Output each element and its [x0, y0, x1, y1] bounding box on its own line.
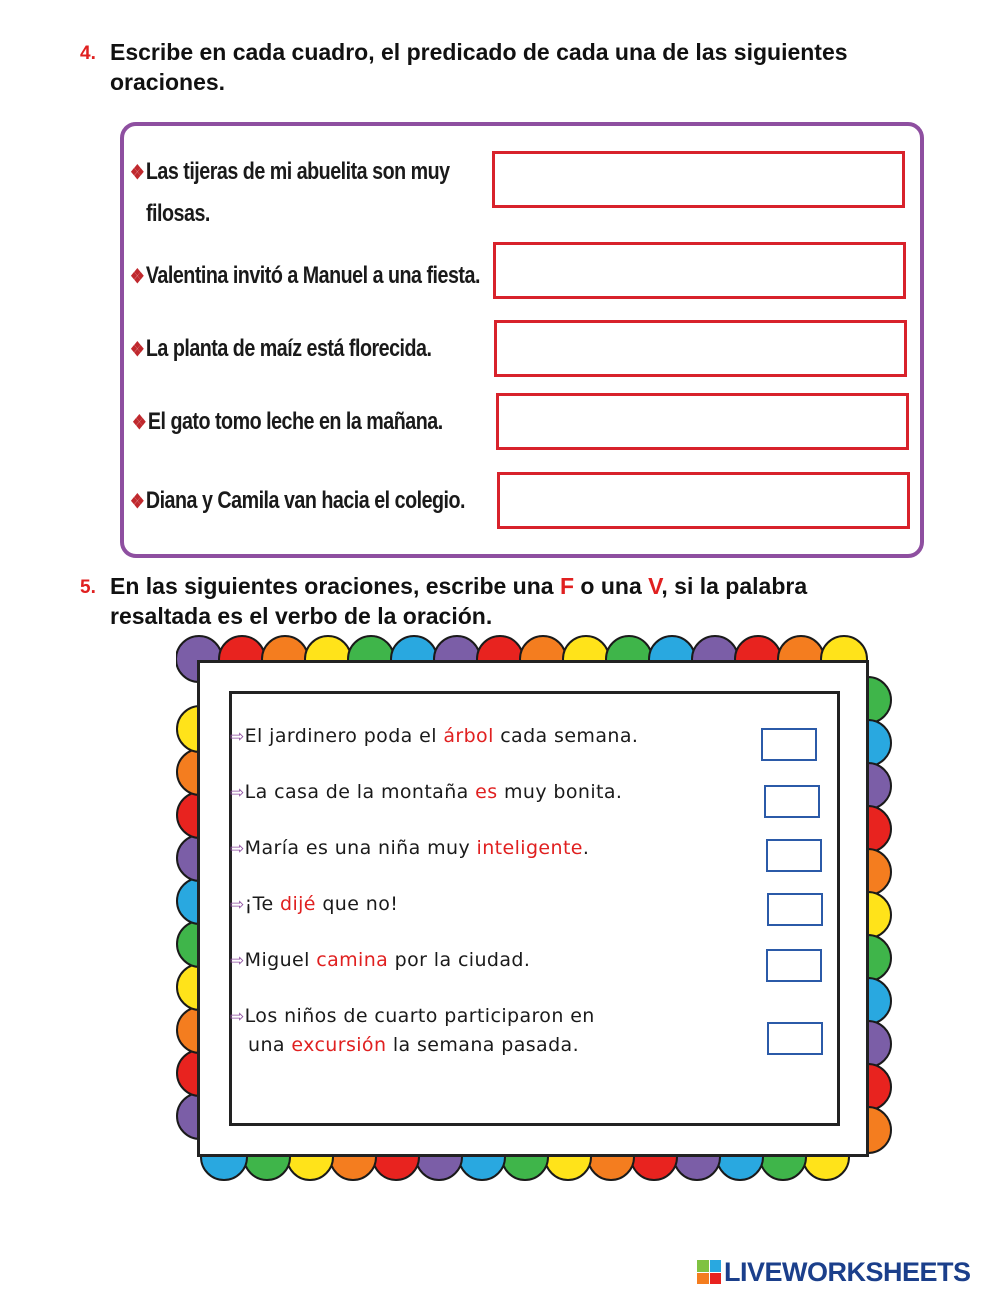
diamond-bullet-icon: ❖	[130, 339, 145, 361]
sentence-5: ❖Diana y Camila van hacia el colegio.	[130, 487, 466, 514]
arrow-bullet-icon: ⇨	[230, 783, 245, 803]
sentence-4: ❖El gato tomo leche en la mañana.	[132, 408, 443, 435]
question-number: 4.	[80, 43, 96, 64]
verb-sentence-2: ⇨La casa de la montaña es muy bonita.	[230, 781, 623, 803]
sentence-3: ❖La planta de maíz está florecida.	[130, 335, 432, 362]
verb-sentence-6: ⇨Los niños de cuarto participaron en una excursión la semana pasada.	[230, 1005, 595, 1056]
fv-input-5[interactable]	[766, 949, 822, 982]
diamond-bullet-icon: ❖	[130, 491, 145, 513]
fv-input-2[interactable]	[764, 785, 820, 818]
fv-input-1[interactable]	[761, 728, 817, 761]
question-instruction: Escribe en cada cuadro, el predicado de cada una de las siguientes oraciones.	[110, 39, 848, 95]
predicate-input-2[interactable]	[493, 242, 906, 299]
arrow-bullet-icon: ⇨	[230, 839, 245, 859]
arrow-bullet-icon: ⇨	[230, 1007, 245, 1027]
diamond-bullet-icon: ❖	[132, 412, 147, 434]
question-number: 5.	[80, 577, 96, 598]
predicate-input-4[interactable]	[496, 393, 909, 450]
fv-input-6[interactable]	[767, 1022, 823, 1055]
liveworksheets-logo	[697, 1257, 971, 1287]
arrow-bullet-icon: ⇨	[230, 895, 245, 915]
verb-sentence-5: ⇨Miguel camina por la ciudad.	[230, 949, 531, 971]
fv-input-4[interactable]	[767, 893, 823, 926]
brand-name: LIVEWORKSHEETS	[724, 1256, 971, 1287]
fv-input-3[interactable]	[766, 839, 822, 872]
question-instruction: En las siguientes oraciones, escribe una F o una V, si la palabra resaltada es el verbo de la oración.	[110, 573, 808, 629]
verb-sentence-3: ⇨María es una niña muy inteligente.	[230, 837, 590, 859]
sentence-1-line2: filosas.	[146, 200, 210, 227]
verb-sentence-1: ⇨El jardinero poda el árbol cada semana.	[230, 725, 639, 747]
diamond-bullet-icon: ❖	[130, 266, 145, 288]
predicate-input-5[interactable]	[497, 472, 910, 529]
arrow-bullet-icon: ⇨	[230, 951, 245, 971]
arrow-bullet-icon: ⇨	[230, 727, 245, 747]
verb-sentence-4: ⇨¡Te dijé que no!	[230, 893, 399, 915]
diamond-bullet-icon: ❖	[130, 162, 145, 184]
predicate-input-3[interactable]	[494, 320, 907, 377]
sentence-2: ❖Valentina invitó a Manuel a una fiesta.	[130, 262, 480, 289]
sentence-1: ❖Las tijeras de mi abuelita son muy	[130, 158, 450, 185]
predicate-input-1[interactable]	[492, 151, 905, 208]
liveworksheets-logo-icon	[697, 1260, 721, 1284]
